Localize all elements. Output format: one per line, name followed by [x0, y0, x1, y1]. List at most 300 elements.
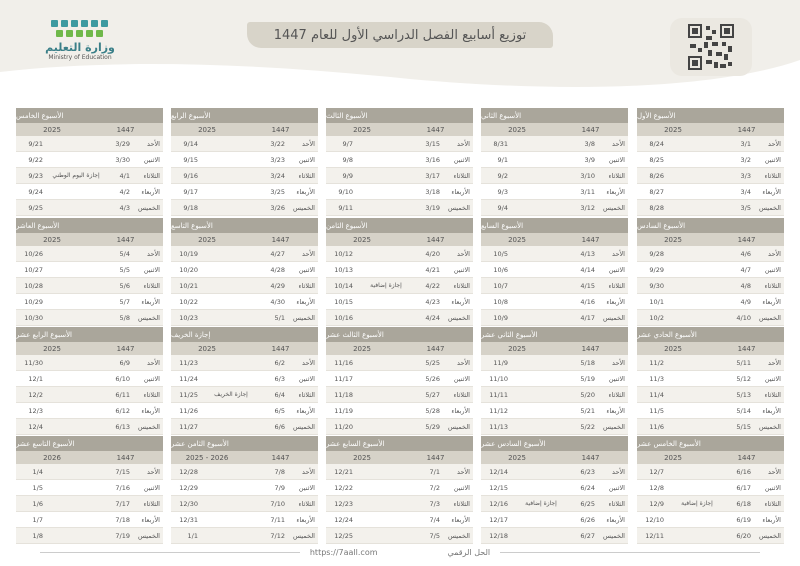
hijri-date: 7/5	[429, 531, 440, 540]
gregorian-date: 12/16	[489, 499, 508, 508]
hijri-date: 3/3	[740, 171, 751, 180]
hijri-date: 3/8	[584, 139, 595, 148]
week-year-row	[326, 342, 473, 355]
week-days	[637, 464, 784, 544]
gregorian-date: 12/29	[179, 483, 198, 492]
day-row	[326, 387, 473, 403]
day-note: إجازة الخريف	[214, 391, 248, 398]
day-name: الثلاثاء	[608, 499, 625, 508]
day-row	[326, 278, 473, 294]
gregorian-year: 2025	[353, 125, 371, 134]
day-row	[171, 419, 318, 435]
gregorian-date: 8/31	[493, 139, 508, 148]
day-name: الخميس	[138, 313, 160, 322]
week-year-row	[481, 342, 628, 355]
hijri-date: 5/5	[119, 265, 130, 274]
day-name: الخميس	[603, 422, 625, 431]
day-name: الاثنين	[143, 155, 160, 164]
gregorian-date: 9/22	[28, 155, 43, 164]
week-card	[481, 218, 628, 326]
hijri-date: 6/10	[115, 374, 130, 383]
hijri-date: 3/30	[115, 155, 130, 164]
day-row	[481, 371, 628, 387]
day-row	[637, 310, 784, 326]
gregorian-date: 10/19	[179, 249, 198, 258]
day-row	[16, 371, 163, 387]
day-name: الثلاثاء	[453, 390, 470, 399]
week-title: الأسبوع السادس عشر	[481, 436, 628, 451]
day-name: الاثنين	[608, 483, 625, 492]
gregorian-date: 10/21	[179, 281, 198, 290]
gregorian-date: 11/2	[649, 358, 664, 367]
hijri-date: 4/29	[270, 281, 285, 290]
day-row	[637, 387, 784, 403]
day-row	[637, 246, 784, 262]
hijri-date: 5/13	[736, 390, 751, 399]
day-row	[326, 355, 473, 371]
week-title: الأسبوع الثالث عشر	[326, 327, 473, 342]
gregorian-year: 2025	[43, 235, 61, 244]
week-days	[637, 136, 784, 216]
gregorian-date: 9/15	[183, 155, 198, 164]
week-title: الأسبوع الثامن عشر	[171, 436, 318, 451]
day-name: الأربعاء	[451, 515, 470, 524]
gregorian-date: 10/12	[334, 249, 353, 258]
week-title: الأسبوع التاسع عشر	[16, 436, 163, 451]
hijri-date: 5/18	[580, 358, 595, 367]
day-row	[171, 464, 318, 480]
gregorian-date: 10/23	[179, 313, 198, 322]
day-name: الثلاثاء	[764, 390, 781, 399]
day-name: الثلاثاء	[143, 499, 160, 508]
gregorian-date: 12/14	[489, 467, 508, 476]
day-name: الأحد	[612, 139, 625, 148]
week-card	[326, 327, 473, 435]
day-name: الاثنين	[298, 155, 315, 164]
day-row	[16, 168, 163, 184]
hijri-date: 7/15	[115, 467, 130, 476]
week-days	[481, 355, 628, 435]
day-row	[171, 200, 318, 216]
day-name: الاثنين	[143, 483, 160, 492]
week-year-row	[481, 233, 628, 246]
day-name: الأحد	[457, 467, 470, 476]
hijri-date: 5/21	[580, 406, 595, 415]
week-year-row	[326, 451, 473, 464]
day-name: الأحد	[147, 467, 160, 476]
hijri-date: 4/1	[119, 171, 130, 180]
hijri-date: 3/12	[580, 203, 595, 212]
day-name: الأربعاء	[451, 406, 470, 415]
week-card	[171, 218, 318, 326]
hijri-date: 6/27	[580, 531, 595, 540]
week-card	[16, 108, 163, 216]
hijri-year: 1447	[737, 344, 756, 353]
day-row	[326, 152, 473, 168]
gregorian-date: 12/25	[334, 531, 353, 540]
hijri-date: 7/4	[429, 515, 440, 524]
day-row	[637, 294, 784, 310]
hijri-year: 1447	[581, 453, 600, 462]
day-name: الخميس	[293, 531, 315, 540]
week-title: الأسبوع السابع	[481, 218, 628, 233]
day-row	[481, 168, 628, 184]
day-name: الثلاثاء	[453, 171, 470, 180]
week-title: الأسبوع الثالث	[326, 108, 473, 123]
week-year-row	[171, 451, 318, 464]
hijri-year: 1447	[581, 235, 600, 244]
hijri-date: 6/18	[736, 499, 751, 508]
day-row	[171, 168, 318, 184]
gregorian-date: 9/11	[338, 203, 353, 212]
day-name: الثلاثاء	[764, 171, 781, 180]
gregorian-date: 12/18	[489, 531, 508, 540]
day-note: إجازة اليوم الوطني	[52, 172, 100, 179]
week-title: الأسبوع الرابع	[171, 108, 318, 123]
hijri-date: 4/15	[580, 281, 595, 290]
hijri-date: 6/24	[580, 483, 595, 492]
gregorian-date: 12/31	[179, 515, 198, 524]
day-name: الخميس	[759, 422, 781, 431]
week-year-row	[637, 342, 784, 355]
hijri-date: 6/26	[580, 515, 595, 524]
hijri-date: 7/18	[115, 515, 130, 524]
day-name: الثلاثاء	[143, 171, 160, 180]
day-name: الاثنين	[143, 374, 160, 383]
day-name: الأربعاء	[296, 297, 315, 306]
hijri-year: 1447	[116, 344, 135, 353]
day-name: الخميس	[759, 203, 781, 212]
day-name: الاثنين	[608, 265, 625, 274]
gregorian-date: 12/3	[28, 406, 43, 415]
day-row	[16, 294, 163, 310]
week-card	[171, 327, 318, 435]
week-card	[16, 436, 163, 544]
gregorian-year: 2025	[43, 344, 61, 353]
week-year-row	[16, 451, 163, 464]
gregorian-date: 10/16	[334, 313, 353, 322]
day-row	[481, 294, 628, 310]
gregorian-date: 10/1	[649, 297, 664, 306]
day-name: الاثنين	[764, 155, 781, 164]
hijri-date: 5/22	[580, 422, 595, 431]
day-name: الأربعاء	[606, 297, 625, 306]
qr-code[interactable]	[670, 18, 752, 76]
week-title: الأسبوع الثاني عشر	[481, 327, 628, 342]
week-year-row	[171, 123, 318, 136]
day-name: الأربعاء	[141, 187, 160, 196]
gregorian-date: 10/22	[179, 297, 198, 306]
day-row	[481, 200, 628, 216]
day-row	[481, 419, 628, 435]
hijri-date: 5/1	[274, 313, 285, 322]
day-row	[16, 512, 163, 528]
hijri-date: 3/18	[425, 187, 440, 196]
hijri-year: 1447	[116, 453, 135, 462]
week-days	[16, 246, 163, 326]
hijri-date: 5/11	[736, 358, 751, 367]
gregorian-date: 11/6	[649, 422, 664, 431]
day-name: الاثنين	[764, 374, 781, 383]
day-row	[16, 387, 163, 403]
week-card	[637, 436, 784, 544]
day-note: إجازة إضافية	[370, 282, 402, 289]
week-days	[171, 355, 318, 435]
hijri-date: 3/9	[584, 155, 595, 164]
gregorian-date: 10/7	[493, 281, 508, 290]
day-row	[481, 310, 628, 326]
gregorian-year: 2025	[353, 344, 371, 353]
day-name: الثلاثاء	[764, 281, 781, 290]
gregorian-year: 2025	[508, 235, 526, 244]
hijri-date: 7/19	[115, 531, 130, 540]
week-days	[171, 136, 318, 216]
week-year-row	[16, 342, 163, 355]
day-row	[481, 387, 628, 403]
week-title: الأسبوع التاسع	[171, 218, 318, 233]
hijri-year: 1447	[426, 453, 445, 462]
day-row	[481, 355, 628, 371]
gregorian-date: 9/1	[497, 155, 508, 164]
day-name: الأحد	[147, 358, 160, 367]
hijri-date: 5/25	[425, 358, 440, 367]
footer-url[interactable]: https://7aall.com	[309, 547, 378, 557]
day-row	[326, 464, 473, 480]
day-name: الأحد	[612, 467, 625, 476]
gregorian-year: 2025	[353, 235, 371, 244]
gregorian-date: 12/9	[649, 499, 664, 508]
gregorian-date: 11/3	[649, 374, 664, 383]
week-days	[326, 355, 473, 435]
gregorian-date: 12/11	[645, 531, 664, 540]
week-title: الأسبوع الرابع عشر	[16, 327, 163, 342]
day-row	[171, 136, 318, 152]
footer-divider-right	[500, 552, 760, 553]
day-name: الخميس	[603, 203, 625, 212]
gregorian-date: 1/5	[32, 483, 43, 492]
hijri-date: 4/2	[119, 187, 130, 196]
day-row	[171, 355, 318, 371]
day-name: الأربعاء	[762, 187, 781, 196]
week-year-row	[637, 123, 784, 136]
day-row	[326, 262, 473, 278]
week-days	[326, 136, 473, 216]
hijri-date: 5/15	[736, 422, 751, 431]
week-card	[326, 436, 473, 544]
day-row	[171, 294, 318, 310]
gregorian-date: 10/14	[334, 281, 353, 290]
hijri-year: 1447	[271, 125, 290, 134]
day-row	[16, 355, 163, 371]
day-name: الأحد	[457, 139, 470, 148]
day-row	[481, 278, 628, 294]
gregorian-date: 12/8	[649, 483, 664, 492]
gregorian-date: 11/10	[489, 374, 508, 383]
hijri-date: 4/22	[425, 281, 440, 290]
hijri-year: 1447	[116, 125, 135, 134]
gregorian-date: 9/16	[183, 171, 198, 180]
day-name: الثلاثاء	[453, 281, 470, 290]
day-row	[326, 136, 473, 152]
day-row	[171, 496, 318, 512]
day-name: الثلاثاء	[298, 171, 315, 180]
hijri-date: 6/25	[580, 499, 595, 508]
day-row	[16, 480, 163, 496]
week-year-row	[481, 123, 628, 136]
week-year-row	[637, 451, 784, 464]
day-name: الثلاثاء	[298, 390, 315, 399]
gregorian-date: 9/8	[342, 155, 353, 164]
week-days	[16, 355, 163, 435]
day-row	[481, 184, 628, 200]
week-card	[326, 108, 473, 216]
qr-code-icon	[688, 24, 734, 70]
gregorian-date: 11/24	[179, 374, 198, 383]
day-row	[637, 184, 784, 200]
week-title: الأسبوع الخامس عشر	[637, 436, 784, 451]
day-name: الثلاثاء	[453, 499, 470, 508]
hijri-date: 6/17	[736, 483, 751, 492]
day-row	[16, 403, 163, 419]
week-days	[481, 246, 628, 326]
week-title: الأسبوع الحادي عشر	[637, 327, 784, 342]
day-row	[16, 419, 163, 435]
hijri-year: 1447	[737, 125, 756, 134]
day-name: الاثنين	[453, 265, 470, 274]
gregorian-date: 10/2	[649, 313, 664, 322]
week-days	[637, 355, 784, 435]
hijri-date: 4/21	[425, 265, 440, 274]
day-name: الأربعاء	[296, 515, 315, 524]
week-card	[481, 327, 628, 435]
footer	[30, 545, 770, 559]
hijri-date: 7/9	[274, 483, 285, 492]
day-name: الأحد	[457, 358, 470, 367]
gregorian-date: 11/17	[334, 374, 353, 383]
day-row	[481, 496, 628, 512]
day-name: الثلاثاء	[608, 390, 625, 399]
hijri-date: 3/16	[425, 155, 440, 164]
day-row	[481, 403, 628, 419]
gregorian-year: 2025	[508, 453, 526, 462]
day-name: الاثنين	[608, 155, 625, 164]
gregorian-date: 10/29	[24, 297, 43, 306]
week-days	[16, 464, 163, 544]
hijri-date: 5/14	[736, 406, 751, 415]
day-row	[637, 136, 784, 152]
gregorian-date: 12/22	[334, 483, 353, 492]
hijri-date: 5/4	[119, 249, 130, 258]
week-year-row	[16, 123, 163, 136]
day-row	[16, 184, 163, 200]
gregorian-date: 10/9	[493, 313, 508, 322]
day-name: الثلاثاء	[764, 499, 781, 508]
hijri-date: 5/8	[119, 313, 130, 322]
day-row	[637, 355, 784, 371]
logo-arabic-text: وزارة التعليم	[45, 41, 115, 54]
week-card	[16, 218, 163, 326]
week-title: الأسبوع العاشر	[16, 218, 163, 233]
hijri-date: 6/12	[115, 406, 130, 415]
hijri-date: 5/29	[425, 422, 440, 431]
hijri-date: 7/12	[270, 531, 285, 540]
day-row	[326, 200, 473, 216]
hijri-year: 1447	[426, 125, 445, 134]
gregorian-date: 8/25	[649, 155, 664, 164]
day-name: الاثنين	[764, 483, 781, 492]
gregorian-date: 11/25	[179, 390, 198, 399]
hijri-date: 5/28	[425, 406, 440, 415]
gregorian-date: 11/19	[334, 406, 353, 415]
gregorian-date: 10/30	[24, 313, 43, 322]
week-year-row	[637, 233, 784, 246]
gregorian-date: 1/4	[32, 467, 43, 476]
day-name: الأربعاء	[141, 406, 160, 415]
hijri-date: 4/24	[425, 313, 440, 322]
day-name: الخميس	[293, 313, 315, 322]
gregorian-date: 10/8	[493, 297, 508, 306]
day-name: الأحد	[768, 358, 781, 367]
day-name: الأحد	[768, 249, 781, 258]
day-name: الخميس	[138, 422, 160, 431]
hijri-date: 7/10	[270, 499, 285, 508]
gregorian-date: 11/5	[649, 406, 664, 415]
week-card	[481, 436, 628, 544]
week-year-row	[171, 233, 318, 246]
day-name: الأحد	[147, 139, 160, 148]
gregorian-date: 11/27	[179, 422, 198, 431]
day-name: الأحد	[612, 249, 625, 258]
week-card	[171, 436, 318, 544]
week-title: الأسبوع الثاني	[481, 108, 628, 123]
footer-divider-left	[40, 552, 300, 553]
week-card	[481, 108, 628, 216]
gregorian-date: 12/7	[649, 467, 664, 476]
hijri-date: 3/15	[425, 139, 440, 148]
day-name: الخميس	[138, 203, 160, 212]
day-name: الثلاثاء	[143, 390, 160, 399]
gregorian-date: 12/23	[334, 499, 353, 508]
day-name: الاثنين	[298, 265, 315, 274]
hijri-year: 1447	[581, 125, 600, 134]
day-name: الخميس	[448, 531, 470, 540]
day-row	[326, 403, 473, 419]
gregorian-date: 8/24	[649, 139, 664, 148]
gregorian-date: 8/26	[649, 171, 664, 180]
gregorian-date: 1/1	[187, 531, 198, 540]
day-row	[171, 512, 318, 528]
hijri-date: 4/10	[736, 313, 751, 322]
gregorian-year: 2026	[43, 453, 61, 462]
hijri-year: 1447	[737, 235, 756, 244]
day-name: الأربعاء	[762, 297, 781, 306]
gregorian-year: 2025	[664, 453, 682, 462]
hijri-date: 3/11	[580, 187, 595, 196]
day-name: الثلاثاء	[608, 281, 625, 290]
hijri-date: 3/2	[740, 155, 751, 164]
hijri-date: 3/5	[740, 203, 751, 212]
logo-dots-icon	[45, 18, 115, 40]
day-row	[171, 246, 318, 262]
day-row	[171, 387, 318, 403]
day-name: الخميس	[448, 313, 470, 322]
gregorian-date: 9/28	[649, 249, 664, 258]
gregorian-year: 2025	[198, 344, 216, 353]
day-name: الأحد	[457, 249, 470, 258]
day-row	[326, 496, 473, 512]
week-card	[16, 327, 163, 435]
week-card	[326, 218, 473, 326]
